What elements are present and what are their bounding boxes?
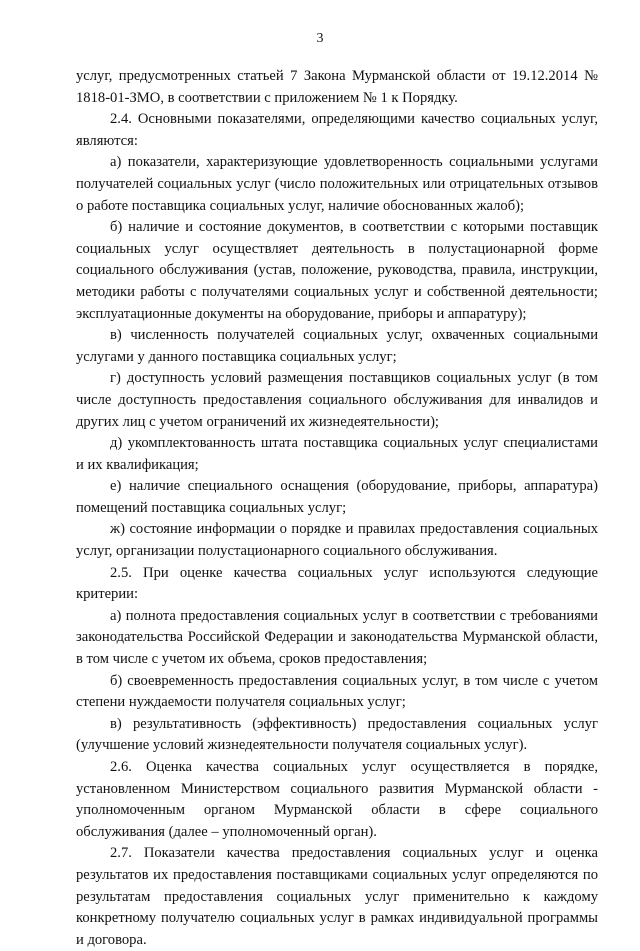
paragraph-2-6: 2.6. Оценка качества социальных услуг осуществляется в порядке, установленном Министерством социального развития Мурманской области - уполномоченным органом Мурманской области в сфере социального обслуживания (далее – уполномоченный орган). <box>76 759 598 840</box>
paragraph-2-4-zh: ж) состояние информации о порядке и правилах предоставления социальных услуг, организации полустационарного социального обслуживания. <box>76 521 598 560</box>
paragraph-2-4-e: е) наличие специального оснащения (оборудование, приборы, аппаратура) помещений поставщика социальных услуг; <box>76 478 598 516</box>
document-body <box>76 66 598 951</box>
paragraph-2-5-v: в) результативность (эффективность) предоставления социальных услуг (улучшение условий жизнедеятельности получателя социальных услуг). <box>76 715 598 754</box>
paragraph-2-4-g: г) доступность условий размещения поставщиков социальных услуг (в том числе доступность предоставления социального обслуживания для инвалидов и других лиц с учетом ограничений их жизнедеятельности); <box>76 370 598 430</box>
paragraph-2-4: 2.4. Основными показателями, определяющими качество социальных услуг, являются: <box>76 111 598 149</box>
paragraph-2-5-a: а) полнота предоставления социальных услуг в соответствии с требованиями законодательства Российской Федерации и законодательства Мурманской области, в том числе с учетом их объема, сроков предоставления; <box>76 607 598 668</box>
paragraph-2-5-b: б) своевременность предоставления социальных услуг, в том числе с учетом степени нуждаемости получателя социальных услуг; <box>76 672 598 711</box>
paragraph-2-7: 2.7. Показатели качества предоставления социальных услуг и оценка результатов их предоставления поставщиками социальных услуг определяются по результатам предоставления социальных услуг применительно к каждому конкретному получателю социальных услуг в рамках индивидуальной программы и договора. <box>76 845 598 948</box>
paragraph-intro: услуг, предусмотренных статьей 7 Закона Мурманской области от 19.12.2014 № 1818-01-ЗМО, в соответствии с приложением № 1 к Порядку. <box>76 68 598 106</box>
paragraph-2-4-a: а) показатели, характеризующие удовлетворенность социальными услугами получателей социальных услуг (число положительных или отрицательных отзывов о работе поставщика социальных услуг, наличие обоснованных жалоб); <box>76 154 598 214</box>
paragraph-2-5: 2.5. При оценке качества социальных услуг используются следующие критерии: <box>76 564 598 603</box>
paragraph-2-4-b: б) наличие и состояние документов, в соответствии с которыми поставщик социальных услуг осуществляет деятельность в полустационарной форме социального обслуживания (устав, положение, руководства, правила, инструкции, методики работы с получателями социальных услуг и собственной деятельности; эксплуатационные документы на оборудование, приборы и аппаратуру); <box>76 219 598 322</box>
paragraph-2-4-v: в) численность получателей социальных услуг, охваченных социальными услугами у данного поставщика социальных услуг; <box>76 327 598 365</box>
page-number: 3 <box>316 31 324 46</box>
paragraph-2-4-d: д) укомплектованность штата поставщика социальных услуг специалистами и их квалификация; <box>76 435 598 473</box>
